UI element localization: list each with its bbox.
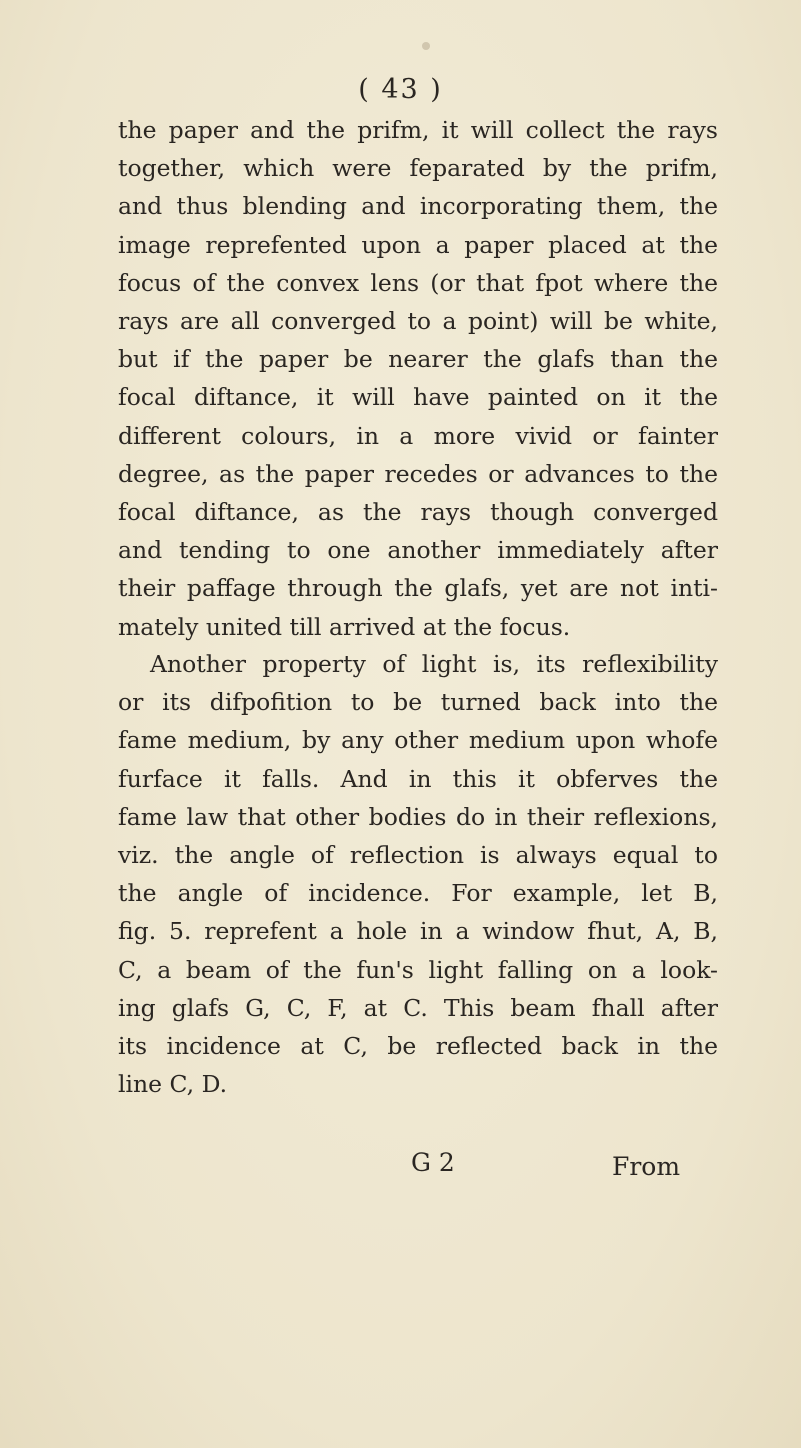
text-line: Another property of light is, its reflexibility <box>150 650 718 678</box>
text-line: the paper and the prifm, it will collect the rays <box>118 116 718 144</box>
text-line: and thus blending and incorporating them, the <box>118 192 718 221</box>
text-line: degree, as the paper recedes or advances to the <box>118 459 718 488</box>
text-line: mately united till arrived at the focus. <box>118 612 571 641</box>
text-line: line C, D. <box>118 1070 228 1099</box>
text-line: their paffage through the glafs, yet are not inti- <box>118 574 718 603</box>
text-line: but if the paper be nearer the glafs than the <box>118 345 718 374</box>
text-line: and tending to one another immediately after <box>118 536 718 565</box>
text-line: or its difpofition to be turned back into the <box>118 688 718 717</box>
text-line: ing glafs G, C, F, at C. This beam fhall after <box>118 993 718 1022</box>
paragraph-1 <box>118 111 718 646</box>
text-line: fame law that other bodies do in their reflexions, <box>118 802 718 831</box>
paragraph-2 <box>118 645 718 1103</box>
text-line: fig. 5. reprefent a hole in a window fhut, A, B, <box>118 917 718 946</box>
text-line: C, a beam of the fun's light falling on a look- <box>118 955 718 984</box>
page-number: ( 43 ) <box>358 74 443 105</box>
text-line: focus of the convex lens (or that fpot where the <box>118 268 718 297</box>
text-line: rays are all converged to a point) will be white, <box>118 307 718 336</box>
text-line: viz. the angle of reflection is always equal to <box>118 841 718 870</box>
text-line: furface it falls. And in this it obferves the <box>118 764 718 793</box>
signature-mark: G 2 <box>411 1148 455 1177</box>
text-line: its incidence at C, be reflected back in the <box>118 1032 718 1061</box>
text-line: focal diftance, as the rays though converged <box>118 498 718 527</box>
text-line: the angle of incidence. For example, let B, <box>118 879 718 908</box>
ink-speck <box>422 42 430 50</box>
text-line: together, which were feparated by the prifm, <box>118 154 718 183</box>
text-line: focal diftance, it will have painted on it the <box>118 383 718 412</box>
text-line: image reprefented upon a paper placed at the <box>118 230 718 259</box>
catchword: From <box>612 1152 681 1181</box>
text-line: different colours, in a more vivid or fainter <box>118 421 718 450</box>
text-line: fame medium, by any other medium upon whofe <box>118 726 718 755</box>
